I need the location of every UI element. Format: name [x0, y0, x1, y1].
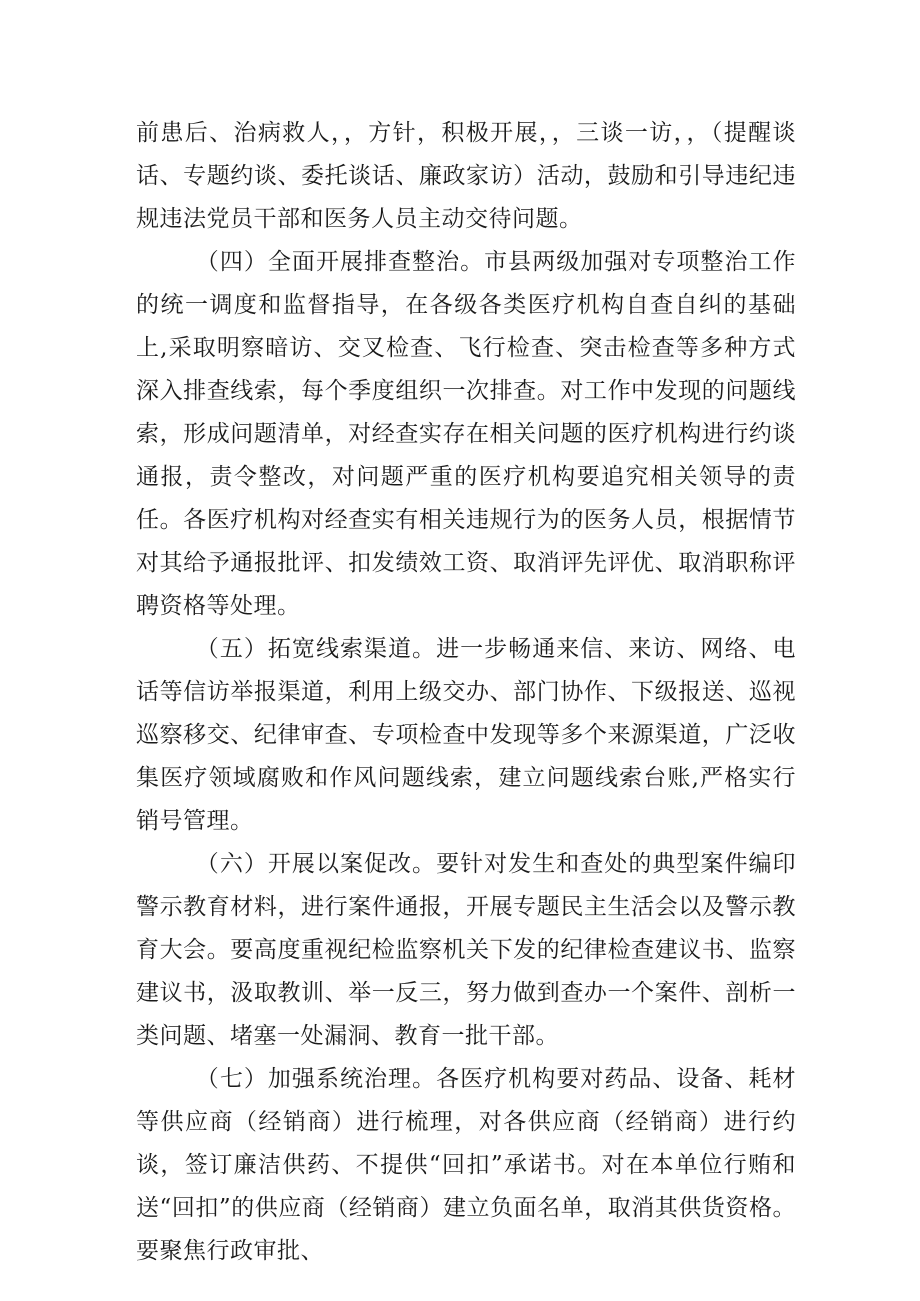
paragraph-section-6: （六）开展以案促改。要针对发生和查处的典型案件编印警示教育材料，进行案件通报，开展专题民主生活会以及警示教育大会。要高度重视纪检监察机关下发的纪律检查建议书、监察建议书，汲取教训、举一反三，努力做到查办一个案件、剖析一类问题、堵塞一处漏洞、教育一批干部。 [136, 851, 796, 1049]
paragraph-section-7: （七）加强系统治理。各医疗机构要对药品、设备、耗材等供应商（经销商）进行梳理，对各供应商（经销商）进行约谈，签订廉洁供药、不提供“回扣”承诺书。对在本单位行贿和送“回扣”的供应商（经销商）建立负面名单，取消其供货资格。要聚焦行政审批、 [136, 1066, 796, 1264]
paragraph-section-5: （五）拓宽线索渠道。进一步畅通来信、来访、网络、电话等信访举报渠道，利用上级交办、部门协作、下级报送、巡视巡察移交、纪律审查、专项检查中发现等多个来源渠道，广泛收集医疗领域腐败和作风问题线索，建立问题线索台账,严格实行销号管理。 [136, 636, 796, 834]
document-body [136, 112, 796, 1273]
paragraph-section-4: （四）全面开展排查整治。市县两级加强对专项整治工作的统一调度和监督指导，在各级各类医疗机构自查自纠的基础上,采取明察暗访、交叉检查、飞行检查、突击检查等多种方式深入排查线索，每个季度组织一次排查。对工作中发现的问题线索，形成问题清单，对经查实存在相关问题的医疗机构进行约谈通报，责令整改，对问题严重的医疗机构要追究相关领导的责任。各医疗机构对经查实有相关违规行为的医务人员，根据情节对其给予通报批评、扣发绩效工资、取消评先评优、取消职称评聘资格等处理。 [136, 249, 796, 619]
paragraph-continuation: 前患后、治病救人，，方针，积极开展，，三谈一访，，（提醒谈话、专题约谈、委托谈话、廉政家访）活动，鼓励和引导违纪违规违法党员干部和医务人员主动交待问题。 [136, 120, 796, 232]
